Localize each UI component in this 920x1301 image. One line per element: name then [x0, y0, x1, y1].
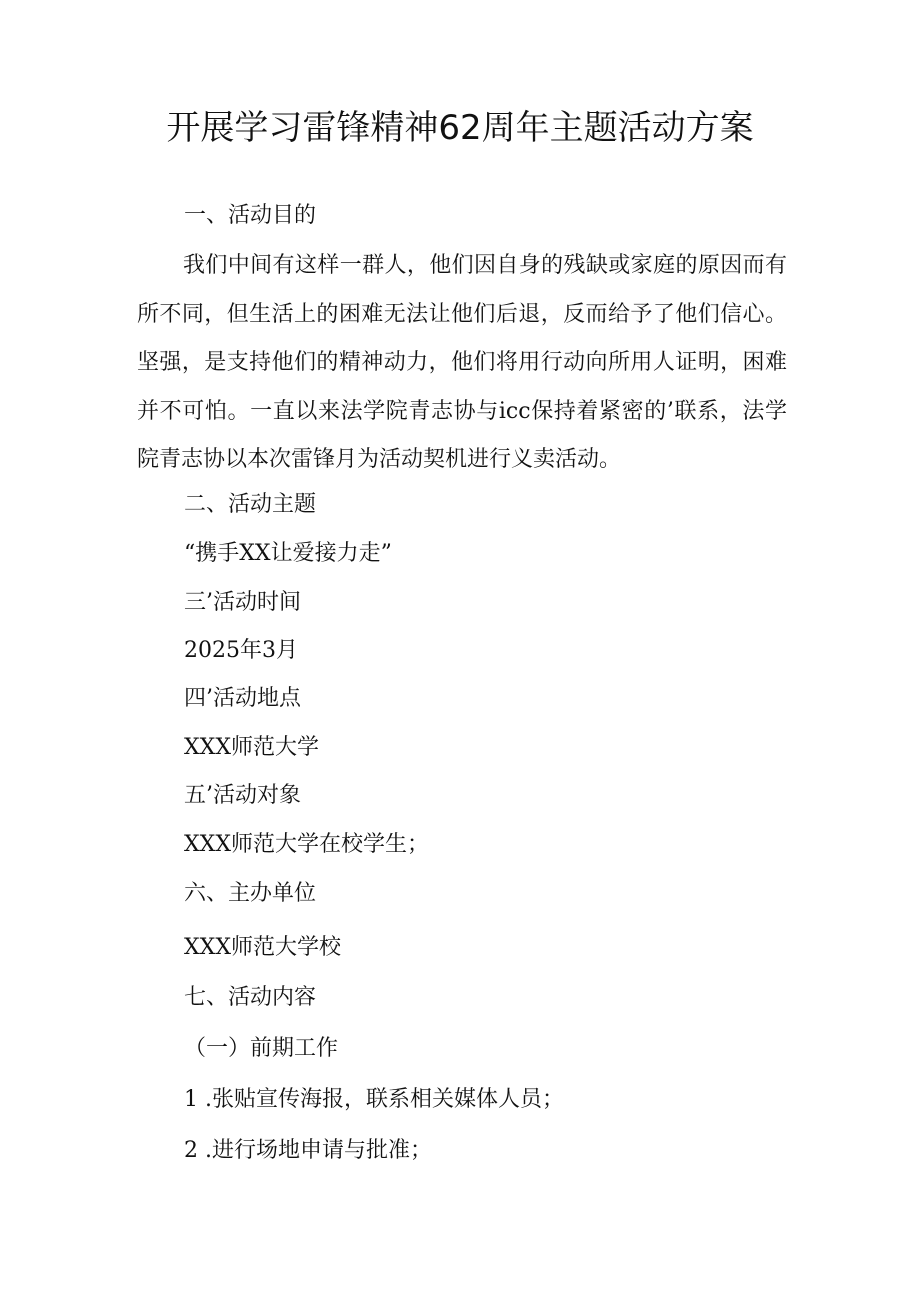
section-heading-organizer: 六、主办单位 — [184, 881, 317, 906]
content-item-1: 1 .张贴宣传海报，联系相关媒体人员； — [184, 1087, 564, 1112]
theme-text: “携手XX让爱接力走” — [184, 541, 392, 566]
content-item-2: 2 .进行场地申请与批准； — [184, 1138, 432, 1163]
content-subheading-preparation: （一）前期工作 — [184, 1036, 339, 1061]
section-heading-time: 三’活动时间 — [184, 590, 301, 615]
document-title: 开展学习雷锋精神62周年主题活动方案 — [166, 108, 754, 148]
purpose-paragraph: 我们中间有这样一群人，他们因自身的残缺或家庭的原因而有所不同，但生活上的困难无法让他们后退，反而给予了他们信心。坚强，是支持他们的精神动力，他们将用行动向所用人证明，困难并不可怕。一直以来法学院青志协与icc保持着紧密的’联系，法学院青志协以本次雷锋月为活动契机进行义卖活动。 — [137, 253, 787, 472]
organizer-text: XXX师范大学校 — [184, 935, 341, 960]
section-heading-purpose: 一、活动目的 — [184, 203, 317, 228]
section-heading-content: 七、活动内容 — [184, 985, 317, 1010]
target-text: XXX师范大学在校学生； — [184, 832, 429, 857]
time-text: 2025年3月 — [184, 638, 298, 663]
section-heading-target: 五’活动对象 — [184, 783, 301, 808]
section-heading-place: 四’活动地点 — [184, 686, 301, 711]
section-heading-theme: 二、活动主题 — [184, 492, 317, 517]
place-text: XXX师范大学 — [184, 735, 319, 760]
